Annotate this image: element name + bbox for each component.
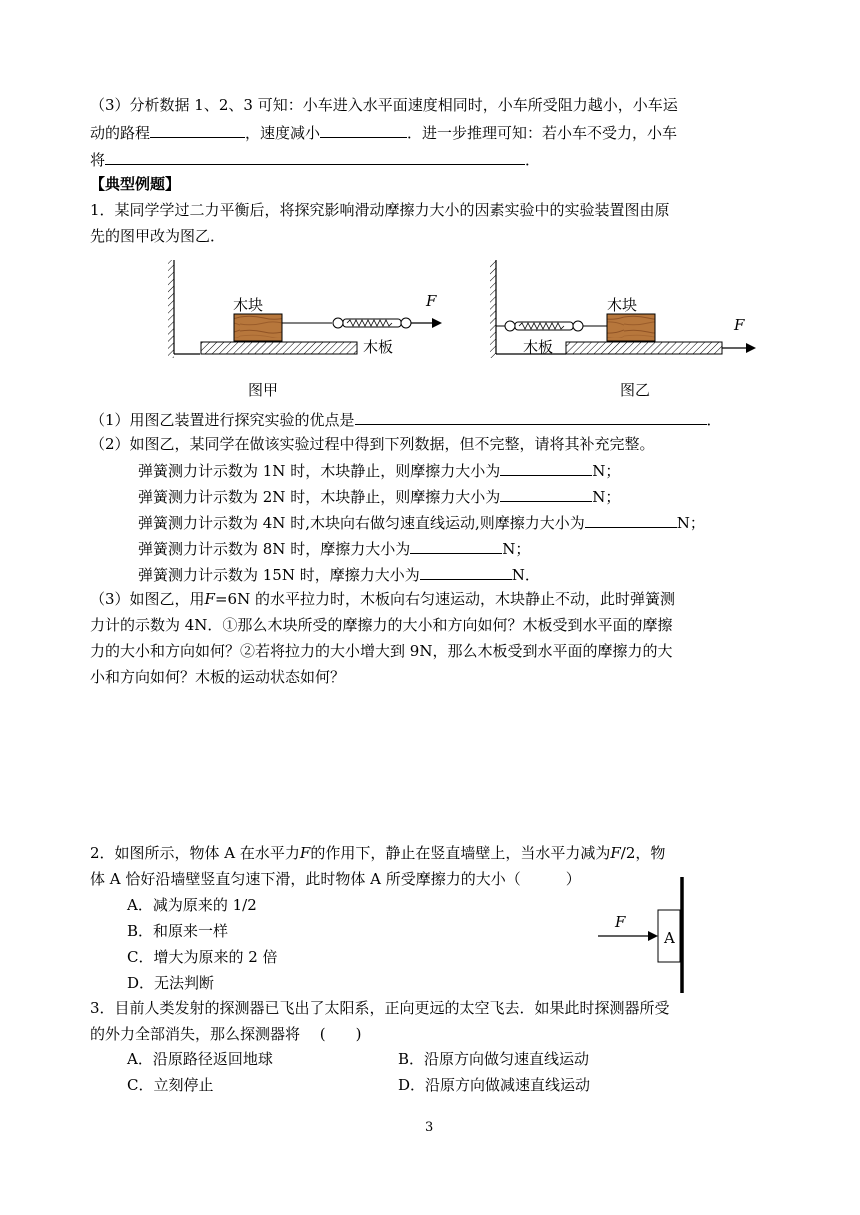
board-label: 木板: [363, 338, 394, 356]
s3-text: ，速度减小: [245, 124, 321, 142]
section-heading: 【典型例题】: [90, 175, 181, 193]
q1-line-2: 先的图甲改为图乙．: [90, 227, 226, 245]
q2-text: /2，物: [620, 844, 666, 862]
board: [566, 342, 722, 354]
force-label: F: [734, 316, 745, 334]
q2-option-a[interactable]: A．减为原来的 1/2: [127, 896, 257, 914]
force-label: F: [426, 292, 437, 310]
q1-text: （1）用图乙装置进行探究实验的优点是: [90, 411, 355, 429]
block-label: 木块: [607, 296, 638, 314]
wall-hatch: [490, 260, 496, 358]
friction-apparatus-figures: [0, 0, 860, 420]
figure-a: [168, 260, 442, 358]
q1-text: N；: [676, 514, 705, 532]
q1-text: =6N 的水平拉力时，木板向右匀速运动，木块静止不动，此时弹簧测: [214, 590, 675, 608]
q1-text: 弹簧测力计示数为 8N 时，摩擦力大小为: [138, 540, 411, 558]
data-row-4: [138, 537, 530, 559]
q3-option-c[interactable]: C．立刻停止: [127, 1076, 214, 1094]
answer-blank[interactable]: [410, 537, 502, 554]
spring-scale: [333, 318, 411, 328]
board-label: 木板: [523, 338, 554, 356]
arrow-head: [648, 931, 658, 941]
s3-text: ．: [525, 151, 541, 169]
q3-line-2: 的外力全部消失，那么探测器将 ( ): [90, 1025, 362, 1043]
wood-block: [607, 314, 655, 341]
q3-option-d[interactable]: D．沿原方向做减速直线运动: [398, 1076, 591, 1094]
block-label: 木块: [233, 296, 264, 314]
data-row-3: [138, 511, 705, 533]
force-symbol: F: [299, 844, 311, 862]
answer-blank[interactable]: [420, 563, 512, 580]
data-row-5: [138, 563, 540, 585]
q1-part1: [90, 408, 722, 430]
wall-hatch: [168, 260, 174, 358]
q2-text: 的作用下，静止在竖直墙壁上，当水平力减为: [310, 844, 611, 862]
wood-block: [234, 314, 282, 341]
figure-b: [490, 260, 756, 358]
force-label: F: [615, 913, 626, 931]
q2-option-d[interactable]: D．无法判断: [127, 974, 215, 992]
q1-text: N；: [592, 488, 621, 506]
force-symbol: F: [204, 590, 215, 608]
figure-a-caption: 图甲: [248, 381, 279, 399]
q1-text: N；: [502, 540, 531, 558]
q1-part3-line-3: 力的大小和方向如何？②若将拉力的大小增大到 9N，那么木板受到水平面的摩擦力的大: [90, 642, 673, 660]
q3-option-b[interactable]: B．沿原方向做匀速直线运动: [398, 1050, 590, 1068]
s3-text: ．进一步推理可知：若小车不受力，小车: [407, 124, 678, 142]
data-row-2: [138, 485, 620, 507]
q1-line-1: 1．某同学学过二力平衡后，将探究影响滑动摩擦力大小的因素实验中的实验装置图由原: [90, 201, 670, 219]
answer-blank[interactable]: [585, 511, 677, 528]
arrow-head: [746, 343, 756, 353]
q1-text: 弹簧测力计示数为 1N 时，木块静止，则摩擦力大小为: [138, 462, 501, 480]
answer-blank[interactable]: [500, 459, 592, 476]
data-row-1: [138, 459, 620, 481]
q1-part3-line-4: 小和方向如何？木板的运动状态如何？: [90, 668, 346, 686]
s3-line-1: （3）分析数据 1、2、3 可知：小车进入水平面速度相同时，小车所受阻力越小，小车运: [90, 96, 678, 114]
force-symbol: F: [610, 844, 621, 862]
answer-blank[interactable]: [500, 485, 592, 502]
q2-option-c[interactable]: C．增大为原来的 2 倍: [127, 948, 278, 966]
answer-blank[interactable]: [355, 408, 707, 425]
spring-scale: [505, 321, 583, 331]
arrow-head: [432, 318, 442, 328]
wall-block-figure: [590, 875, 700, 995]
board: [201, 342, 357, 354]
q1-part2: （2）如图乙，某同学在做该实验过程中得到下列数据，但不完整，请将其补充完整。: [90, 435, 655, 453]
block-label: A: [664, 929, 675, 947]
q3-option-a[interactable]: A．沿原路径返回地球: [127, 1050, 273, 1068]
q1-text: N．: [511, 566, 540, 584]
q1-text: N；: [592, 462, 621, 480]
page-number: 3: [425, 1120, 434, 1135]
q2-option-b[interactable]: B．和原来一样: [127, 922, 229, 940]
q2-line-2: 体 A 恰好沿墙壁竖直匀速下滑，此时物体 A 所受摩擦力的大小（ ）: [90, 870, 581, 888]
q1-text: 弹簧测力计示数为 15N 时，摩擦力大小为: [138, 566, 420, 584]
q1-text: ．: [706, 411, 722, 429]
q1-part3-line-2: 力计的示数为 4N．①那么木块所受的摩擦力的大小和方向如何？木板受到水平面的摩擦: [90, 616, 673, 634]
q1-text: 弹簧测力计示数为 2N 时，木块静止，则摩擦力大小为: [138, 488, 501, 506]
s3-text: 将: [90, 151, 106, 169]
q1-part3-line-1: [90, 589, 675, 609]
q3-line-1: 3．目前人类发射的探测器已飞出了太阳系，正向更远的太空飞去．如果此时探测器所受: [90, 999, 670, 1017]
figure-b-caption: 图乙: [620, 381, 651, 399]
q2-text: 2．如图所示，物体 A 在水平力: [90, 844, 300, 862]
q1-text: 弹簧测力计示数为 4N 时,木块向右做匀速直线运动,则摩擦力大小为: [138, 514, 585, 532]
q2-line-1: [90, 843, 665, 863]
q1-text: （3）如图乙，用: [90, 590, 205, 608]
s3-text: 动的路程: [90, 124, 151, 142]
